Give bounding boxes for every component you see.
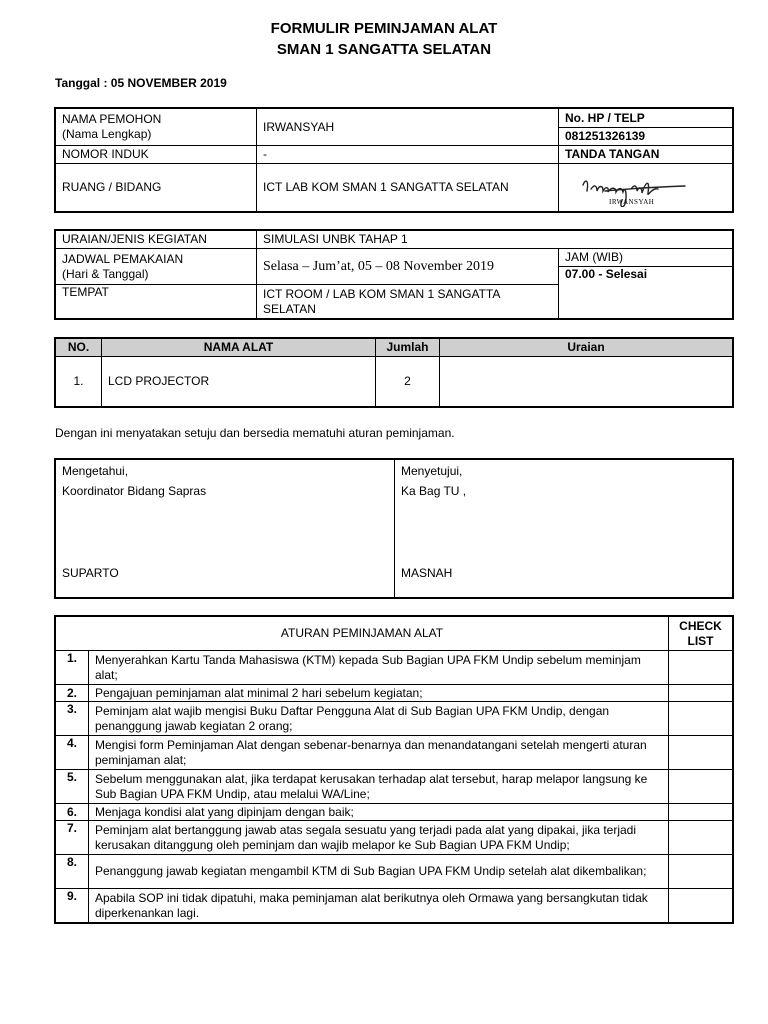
name-label-cell	[56, 109, 257, 146]
col-header-qty: Jumlah	[376, 339, 440, 357]
rule-check[interactable]	[669, 855, 733, 889]
rule-check[interactable]	[669, 651, 733, 685]
approval-left-name: SUPARTO	[62, 566, 119, 580]
rule-text: Peminjam alat wajib mengisi Buku Daftar Pengguna Alat di Sub Bagian UPA FKM Undip, dengan penanggung jawab kegiatan 2 orang;	[89, 702, 669, 736]
time-label: JAM (WIB)	[559, 249, 733, 267]
rule-check[interactable]	[669, 770, 733, 804]
item-name: LCD PROJECTOR	[102, 357, 376, 407]
list-item	[56, 889, 733, 923]
rule-check[interactable]	[669, 821, 733, 855]
phone-label: No. HP / TELP	[559, 109, 733, 128]
rule-text: Sebelum menggunakan alat, jika terdapat kerusakan terhadap alat tersebut, harap melapor langsung ke Sub Bagian UPA FKM Undip, atau melalui WA/Line;	[89, 770, 669, 804]
rule-no: 8.	[56, 855, 89, 889]
id-label: NOMOR INDUK	[56, 146, 257, 164]
rule-no: 5.	[56, 770, 89, 804]
schedule-label-cell	[56, 249, 257, 285]
rule-check[interactable]	[669, 685, 733, 702]
rule-check[interactable]	[669, 889, 733, 923]
rule-no: 4.	[56, 736, 89, 770]
approval-right	[395, 460, 733, 598]
check-heading-2: LIST	[687, 633, 714, 648]
rule-text: Peminjam alat bertanggung jawab atas segala sesuatu yang terjadi pada alat yang dipakai, jika terjadi kerusakan ditanggung oleh peminjam dan wajib melapor ke Sub Bagian UPA FKM Undip;	[89, 821, 669, 855]
school-name: SMAN 1 SANGATTA SELATAN	[276, 41, 492, 58]
rule-text: Pengajuan peminjaman alat minimal 2 hari sebelum kegiatan;	[89, 685, 669, 702]
rule-check[interactable]	[669, 736, 733, 770]
list-item	[56, 770, 733, 804]
activity-desc-value: SIMULASI UNBK TAHAP 1	[257, 231, 733, 249]
approval-right-name: MASNAH	[401, 566, 453, 580]
rule-no: 6.	[56, 804, 89, 821]
rule-check[interactable]	[669, 804, 733, 821]
phone-value: 081251326139	[559, 128, 733, 146]
rule-no: 2.	[56, 685, 89, 702]
form-date: Tanggal : 05 NOVEMBER 2019	[55, 76, 227, 90]
list-item	[56, 736, 733, 770]
name-sublabel: (Nama Lengkap)	[62, 127, 152, 141]
name-label: NAMA PEMOHON	[62, 112, 162, 126]
rule-no: 7.	[56, 821, 89, 855]
item-no: 1.	[56, 357, 102, 407]
rules-heading: ATURAN PEMINJAMAN ALAT	[56, 617, 669, 651]
item-desc	[440, 357, 733, 407]
room-value: ICT LAB KOM SMAN 1 SANGATTA SELATAN	[257, 164, 559, 212]
check-heading-1: CHECK	[679, 618, 722, 633]
signature-label: TANDA TANGAN	[559, 146, 733, 164]
approval-right-role: Ka Bag TU ,	[401, 484, 467, 498]
list-item	[56, 651, 733, 685]
col-header-desc: Uraian	[440, 339, 733, 357]
rules-table	[55, 616, 733, 923]
place-value: ICT ROOM / LAB KOM SMAN 1 SANGATTA SELATAN	[257, 285, 559, 319]
approval-left-role: Koordinator Bidang Sapras	[62, 484, 207, 498]
rule-check[interactable]	[669, 702, 733, 736]
rule-no: 9.	[56, 889, 89, 923]
time-value: 07.00 - Selesai	[559, 267, 733, 319]
activity-table	[55, 230, 733, 319]
room-label: RUANG / BIDANG	[56, 164, 257, 212]
rule-no: 3.	[56, 702, 89, 736]
check-list-heading	[669, 617, 733, 651]
list-item	[56, 804, 733, 821]
rule-text: Mengisi form Peminjaman Alat dengan sebenar-benarnya dan menandatangani setelah mengerti aturan peminjaman alat;	[89, 736, 669, 770]
schedule-sublabel: (Hari & Tanggal)	[62, 266, 149, 281]
list-item	[56, 855, 733, 889]
signature-name: IRWANSYAH	[609, 197, 655, 206]
agreement-statement: Dengan ini menyatakan setuju dan bersedia mematuhi aturan peminjaman.	[55, 426, 455, 440]
col-header-no: NO.	[56, 339, 102, 357]
form-title: FORMULIR PEMINJAMAN ALAT	[270, 20, 498, 37]
rule-no: 1.	[56, 651, 89, 685]
activity-desc-label: URAIAN/JENIS KEGIATAN	[56, 231, 257, 249]
schedule-value: Selasa – Jum’at, 05 – 08 November 2019	[257, 249, 559, 285]
rule-text: Apabila SOP ini tidak dipatuhi, maka peminjaman alat berikutnya oleh Ormawa yang bersangkutan tidak diperkenankan lagi.	[89, 889, 669, 923]
applicant-table	[55, 108, 733, 212]
list-item	[56, 685, 733, 702]
table-row	[56, 357, 733, 407]
approval-right-heading: Menyetujui,	[401, 464, 463, 478]
approval-left	[56, 460, 395, 598]
name-value: IRWANSYAH	[257, 109, 559, 146]
item-qty: 2	[376, 357, 440, 407]
id-value: -	[257, 146, 559, 164]
place-label: TEMPAT	[56, 285, 257, 319]
rule-text: Penanggung jawab kegiatan mengambil KTM di Sub Bagian UPA FKM Undip setelah alat dikembalikan;	[89, 855, 669, 889]
col-header-name: NAMA ALAT	[102, 339, 376, 357]
schedule-label: JADWAL PEMAKAIAN	[62, 251, 184, 266]
list-item	[56, 821, 733, 855]
approval-left-heading: Mengetahui,	[62, 464, 129, 478]
list-item	[56, 702, 733, 736]
items-table	[55, 338, 733, 407]
rule-text: Menjaga kondisi alat yang dipinjam dengan baik;	[89, 804, 669, 821]
signature	[565, 169, 726, 207]
approval-table	[55, 459, 733, 598]
signature-cell	[559, 164, 733, 212]
rule-text: Menyerahkan Kartu Tanda Mahasiswa (KTM) kepada Sub Bagian UPA FKM Undip sebelum meminjam alat;	[89, 651, 669, 685]
